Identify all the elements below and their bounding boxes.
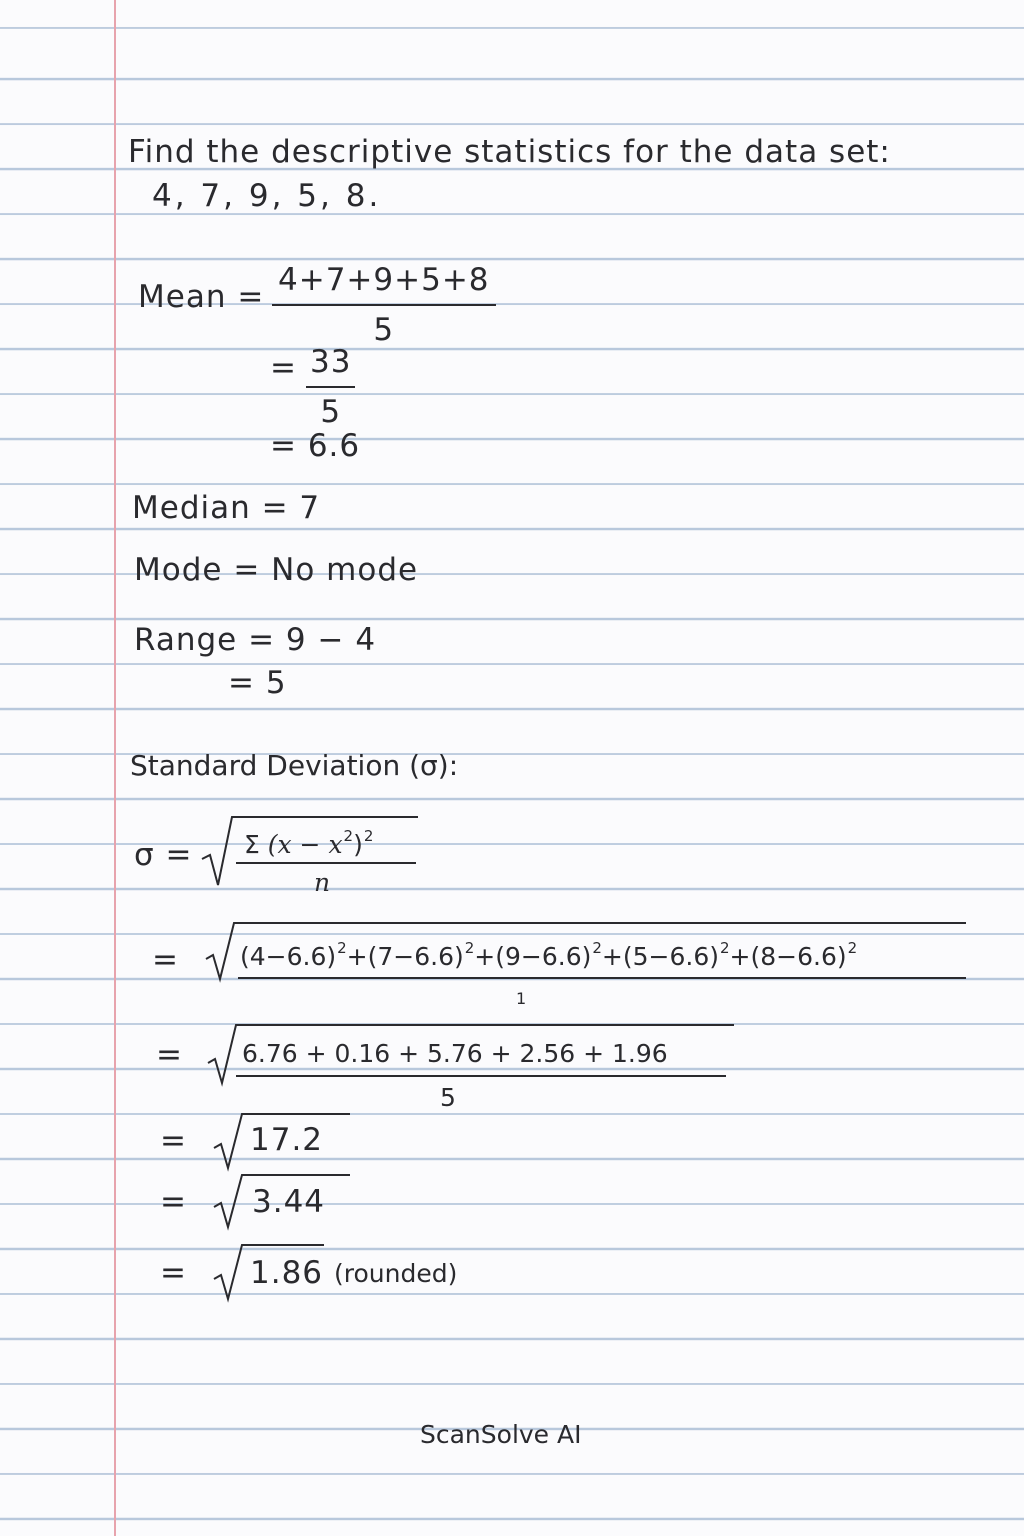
formula-radical xyxy=(200,815,420,897)
step2-denominator: 5 xyxy=(440,1083,456,1112)
mean-fraction xyxy=(272,262,496,348)
step5-radical xyxy=(212,1243,332,1303)
term-1-text: (4−6.6) xyxy=(240,942,337,971)
data-set: 4, 7, 9, 5, 8. xyxy=(152,178,382,214)
term-5-sup: 2 xyxy=(847,939,858,957)
formula-denominator: n xyxy=(314,868,331,897)
mean-sum: 33 xyxy=(306,344,355,388)
step1-denominator: 1 xyxy=(516,989,527,1008)
notebook-margin-line xyxy=(114,0,116,1536)
term-3-sup: 2 xyxy=(592,939,602,957)
term-2 xyxy=(346,939,475,971)
term-1-sup: 2 xyxy=(337,939,347,957)
step2-equals: = xyxy=(156,1037,183,1073)
formula-paren: (x − x xyxy=(267,830,343,859)
stddev-heading: Standard Deviation (σ): xyxy=(130,749,459,782)
term-4-text: +(5−6.6) xyxy=(601,942,719,971)
step2-numerator: 6.76 + 0.16 + 5.76 + 2.56 + 1.96 xyxy=(242,1039,668,1068)
mean-count: 5 xyxy=(320,394,342,430)
step4-value: 3.44 xyxy=(252,1184,326,1220)
term-5 xyxy=(729,939,858,971)
range-result: = 5 xyxy=(228,665,287,701)
formula-fraction-bar xyxy=(236,862,416,864)
step1-equals: = xyxy=(152,942,179,978)
mode-line: Mode = No mode xyxy=(134,552,419,588)
step3-equals: = xyxy=(160,1123,187,1159)
term-1 xyxy=(240,939,347,971)
term-4-sup: 2 xyxy=(720,939,730,957)
step2-radical xyxy=(206,1023,736,1113)
mean-label: Mean = xyxy=(138,279,265,315)
mean-numerator: 4+7+9+5+8 xyxy=(272,262,496,306)
range-line: Range = 9 − 4 xyxy=(134,622,377,658)
mean-result: = 6.6 xyxy=(270,428,361,464)
step5-note: (rounded) xyxy=(334,1259,458,1288)
step5-value: 1.86 xyxy=(250,1255,324,1291)
step4-radical xyxy=(212,1173,352,1233)
step1-radical xyxy=(204,921,968,1016)
mean-fraction-2 xyxy=(306,344,355,430)
formula-inner-sup: 2 xyxy=(343,827,354,845)
term-3-text: +(9−6.6) xyxy=(474,942,592,971)
problem-text: Find the descriptive statistics for the data set: xyxy=(128,134,891,170)
step1-numerator xyxy=(240,941,857,969)
formula-close: ) xyxy=(353,830,363,859)
term-5-text: +(8−6.6) xyxy=(729,942,847,971)
footer-brand: ScanSolve AI xyxy=(420,1420,582,1449)
term-3 xyxy=(474,939,602,971)
mean-denominator: 5 xyxy=(373,312,395,348)
median-line: Median = 7 xyxy=(132,490,321,526)
formula-lhs: σ = xyxy=(134,837,193,873)
sigma-symbol: Σ xyxy=(244,830,260,859)
step3-value: 17.2 xyxy=(250,1122,324,1158)
step4-equals: = xyxy=(160,1184,187,1220)
term-2-sup: 2 xyxy=(464,939,475,957)
term-2-text: +(7−6.6) xyxy=(346,942,464,971)
step5-equals: = xyxy=(160,1255,187,1291)
step2-fraction-bar xyxy=(236,1075,726,1077)
term-4 xyxy=(601,939,730,971)
mean-equals: = xyxy=(270,350,297,386)
formula-sup: 2 xyxy=(363,827,374,845)
formula-numerator xyxy=(244,829,373,857)
step1-fraction-bar xyxy=(238,977,966,979)
step3-radical xyxy=(212,1112,352,1172)
